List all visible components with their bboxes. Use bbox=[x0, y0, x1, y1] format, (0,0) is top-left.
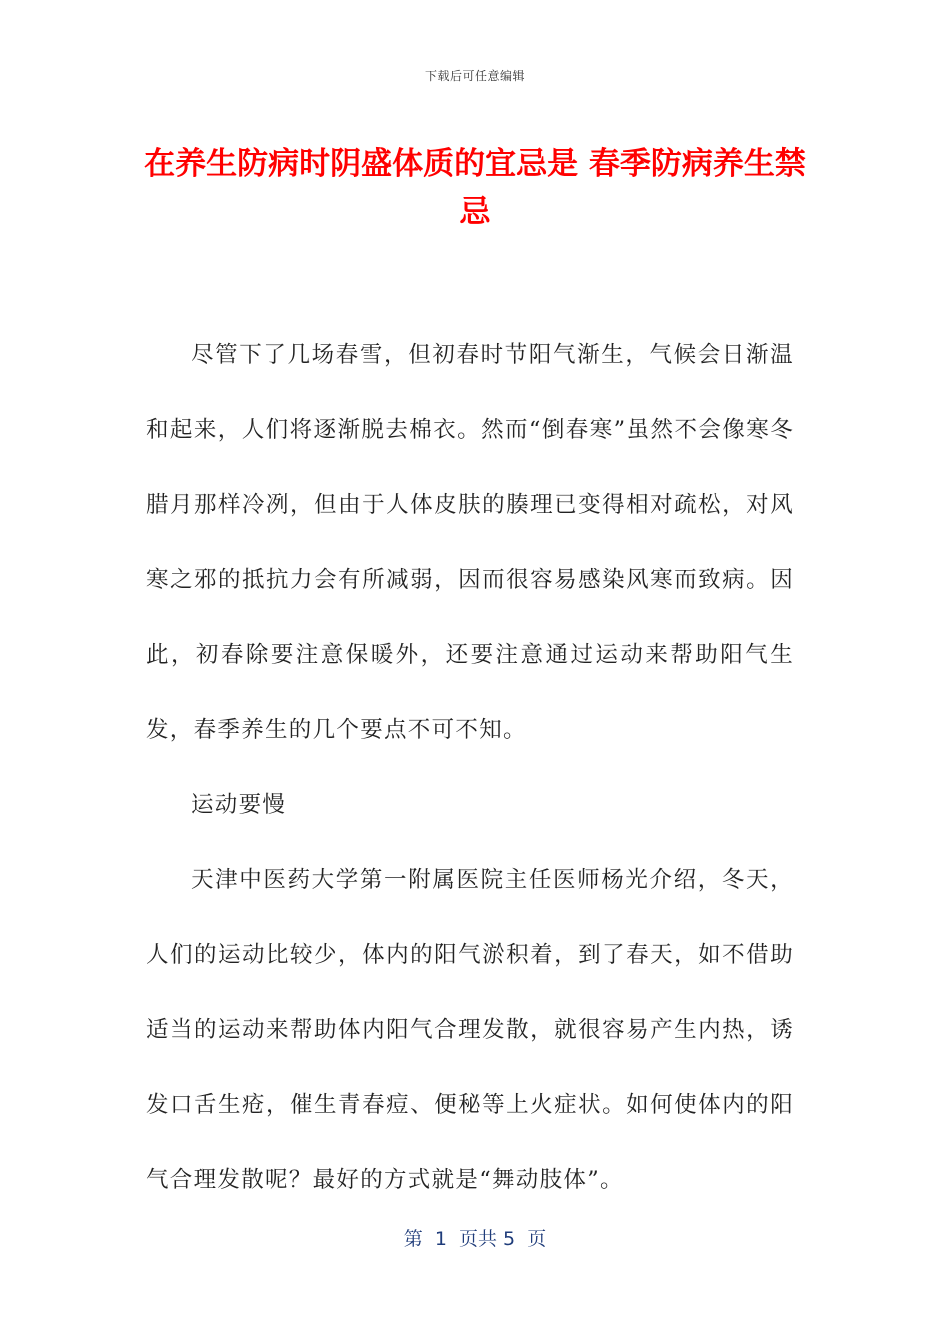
document-body bbox=[146, 318, 794, 1218]
page-footer: 第 1 页共 5 页 bbox=[403, 1228, 547, 1250]
header-note: 下载后可任意编辑 bbox=[424, 69, 525, 83]
paragraph-intro: 尽管下了几场春雪，但初春时节阳气渐生，气候会日渐温和起来，人们将逐渐脱去棉衣。然而“倒春寒”虽然不会像寒冬腊月那样冷冽，但由于人体皮肤的腠理已变得相对疏松，对风寒之邪的抵抗力会有所减弱，因而很容易感染风寒而致病。因此，初春除要注意保暖外，还要注意通过运动来帮助阳气生发，春季养生的几个要点不可不知。 bbox=[146, 342, 794, 743]
paragraph-exercise: 天津中医药大学第一附属医院主任医师杨光介绍，冬天，人们的运动比较少，体内的阳气淤积着，到了春天，如不借助适当的运动来帮助体内阳气合理发散，就很容易产生内热，诱发口舌生疮，催生青春痘、便秘等上火症状。如何使体内的阳气合理发散呢？最好的方式就是“舞动肢体”。 bbox=[146, 867, 794, 1193]
document-title: 在养生防病时阴盛体质的宜忌是 春季防病养生禁忌 bbox=[144, 146, 806, 230]
section-heading: 运动要慢 bbox=[191, 792, 287, 818]
